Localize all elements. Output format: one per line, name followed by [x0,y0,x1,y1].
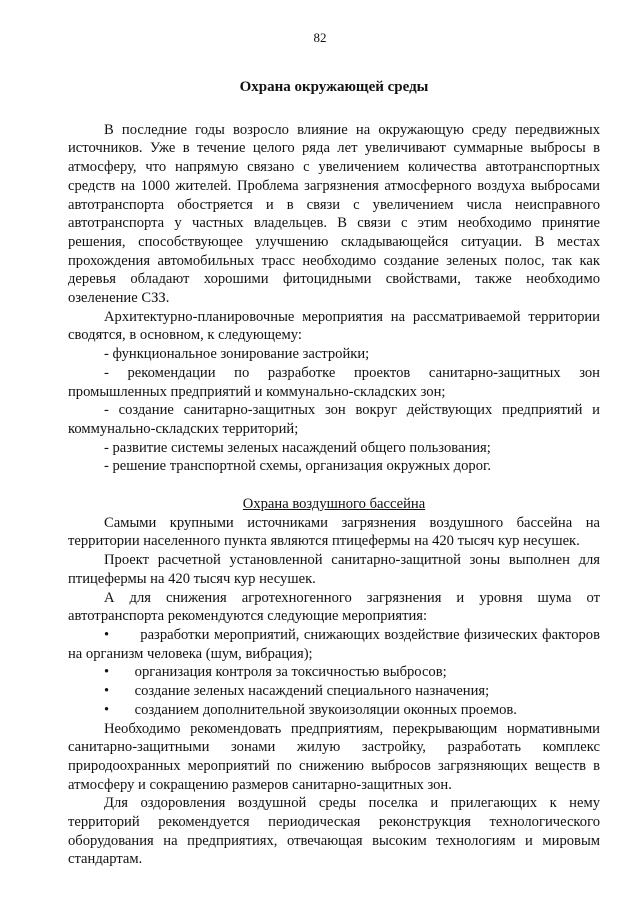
bullet-item [68,663,600,682]
paragraph: В последние годы возросло влияние на окружающую среду передвижных источников. Уже в течение целого ряда лет увеличивают суммарные выбросы в атмосферу, что напрямую связано с увеличением количества автотранспортных средств на 1000 жителей. Проблема загрязнения атмосферного воздуха выбросами автотранспорта обостряется и в связи с увеличением числа неисправного автотранспорта у частных владельцев. В связи с этим необходимо принятие решения, способствующее улучшению складывающейся ситуации. В местах прохождения автомобильных трасс необходимо создание зеленых полос, так как деревья обладают хорошими фитоцидными свойствами, также необходимо озеленение СЗЗ. [68,121,600,307]
bullet-text: создание зеленых насаждений специального назначения; [134,683,490,700]
bullet-item [68,701,600,720]
bullet-icon: • [104,701,110,718]
list-item: - создание санитарно-защитных зон вокруг действующих предприятий и коммунально-складских территорий; [68,402,600,437]
paragraph: Необходимо рекомендовать предприятиям, перекрывающим нормативными санитарно-защитными зонами жилую застройку, разработать комплекс природоохранных мероприятий по снижению выбросов загрязняющих веществ в атмосферу и сокращению размеров санитарно-защитных зон. [68,720,600,793]
section-title: Охрана воздушного бассейна [242,496,426,513]
bullet-item [68,682,600,701]
bullet-icon: • [104,626,110,643]
paragraph: Для оздоровления воздушной среды поселка и прилегающих к нему территорий рекомендуется периодическая реконструкция технологического оборудования на предприятиях, отвечающая высоким технологиям и мировым стандартам. [68,795,600,868]
paragraph: А для снижения агротехногенного загрязнения и уровня шума от автотранспорта рекомендуются следующие мероприятия: [68,589,600,625]
bullet-icon: • [104,664,110,681]
bullet-icon: • [104,683,110,700]
paragraph: Проект расчетной установленной санитарно-защитной зоны выполнен для птицефермы на 420 тысяч кур несушек. [68,552,600,587]
bullet-text: организация контроля за токсичностью выбросов; [134,664,447,681]
bullet-text: созданием дополнительной звукоизоляции оконных проемов. [134,701,517,718]
page-title: Охрана окружающей среды [239,79,429,95]
paragraph: Архитектурно-планировочные мероприятия на рассматриваемой территории сводятся, в основном, к следующему: [68,308,600,344]
bullet-text: разработки мероприятий, снижающих воздействие физических факторов на организм человека (шум, вибрация); [68,626,600,662]
list-item: - решение транспортной схемы, организация окружных дорог. [104,458,491,475]
list-item: - рекомендации по разработке проектов санитарно-защитных зон промышленных предприятий и коммунально-складских зон; [68,364,600,400]
list-item: - развитие системы зеленых насаждений общего пользования; [104,439,491,456]
paragraph: Самыми крупными источниками загрязнения воздушного бассейна на территории населенного пункта являются птицефермы на 420 тысяч кур несушек. [68,514,600,550]
list-item: - функциональное зонирование застройки; [104,346,370,363]
bullet-item [68,626,600,663]
document-body [68,78,600,869]
page-number: 82 [313,30,327,45]
